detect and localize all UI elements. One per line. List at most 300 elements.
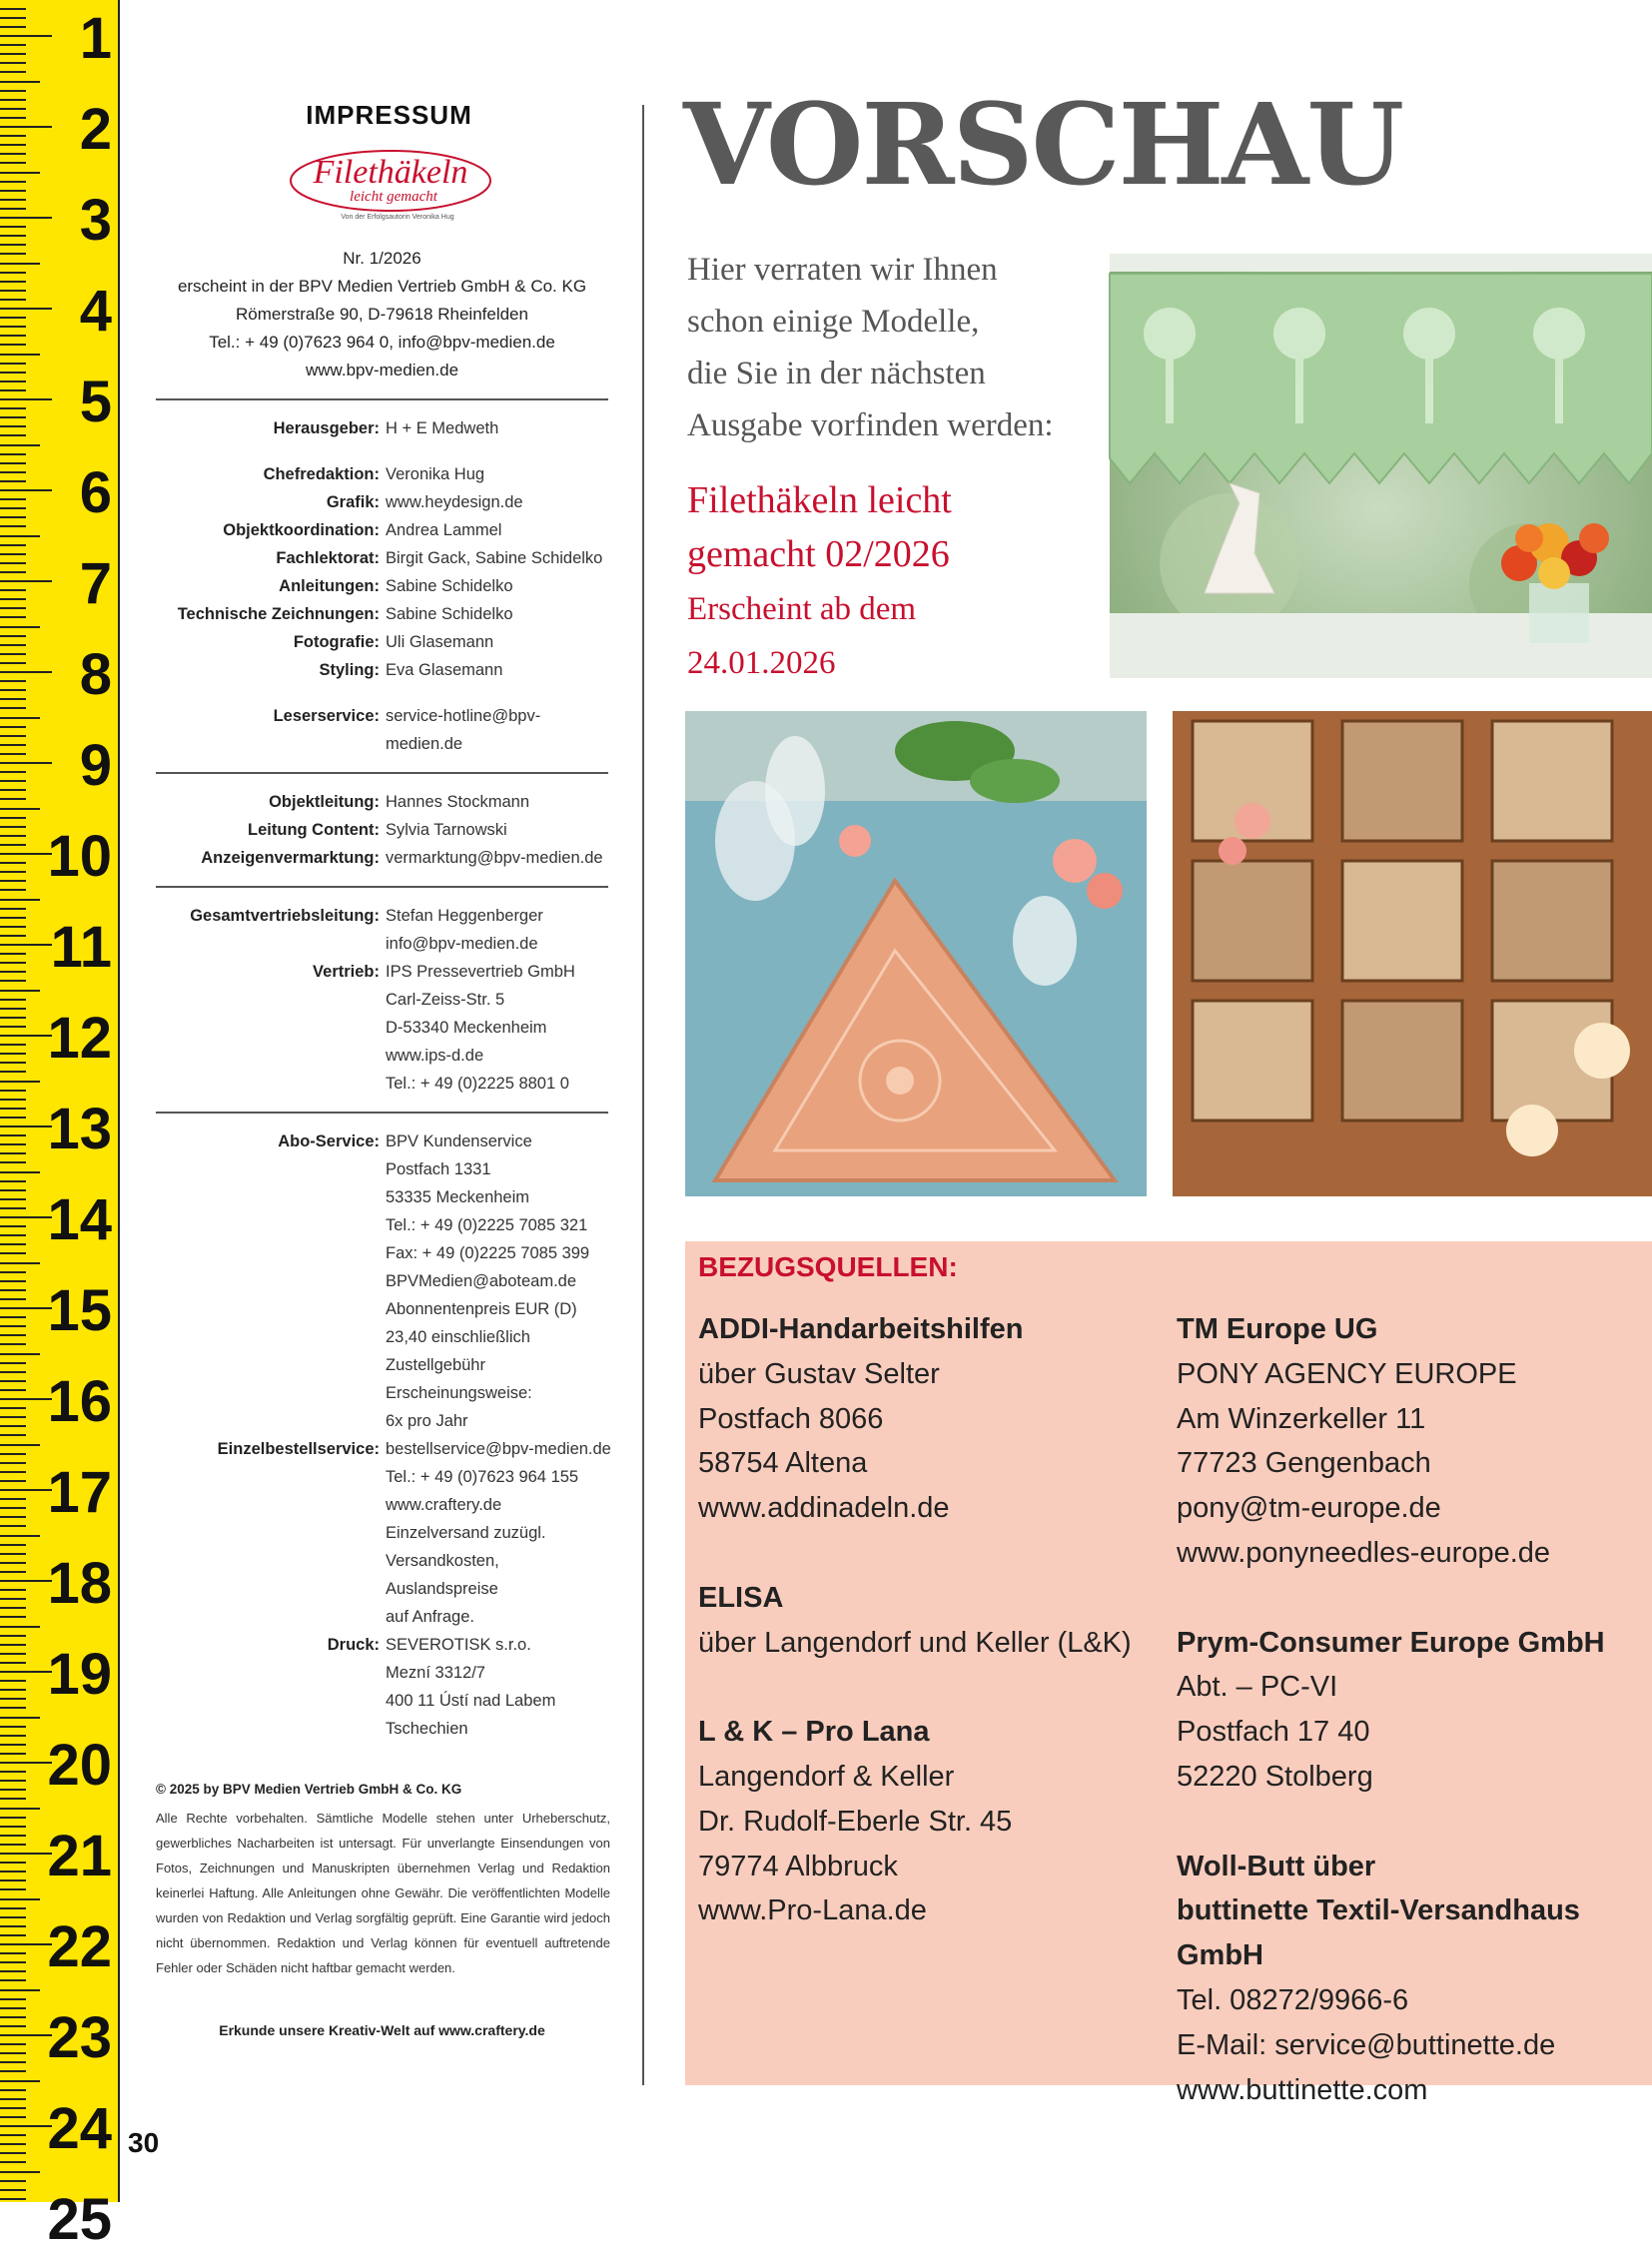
impressum-label: [150, 1323, 386, 1351]
impressum-row: [150, 1463, 614, 1491]
ruler-tick: [0, 135, 26, 137]
ruler-tick: [0, 1471, 26, 1473]
source-line: PONY AGENCY EUROPE: [1177, 1357, 1517, 1390]
ruler-tick: [0, 181, 26, 183]
triangle-doily-photo: [685, 711, 1147, 1196]
ruler-tick: [0, 1989, 40, 1991]
impressum-value: Andrea Lammel: [386, 521, 502, 539]
source-line: Dr. Rudolf-Eberle Str. 45: [698, 1805, 1013, 1838]
impressum-row: [150, 1239, 614, 1267]
impressum-label: [150, 1687, 386, 1715]
ruler-tick: [0, 489, 52, 491]
ruler-number: 17: [47, 1460, 112, 1525]
impressum-row: [150, 1379, 614, 1407]
ruler-tick: [0, 762, 52, 764]
ruler-tick: [0, 1771, 26, 1773]
ruler-tick: [0, 2180, 26, 2182]
impressum-value: Veronika Hug: [386, 465, 485, 483]
ruler-number: 14: [47, 1187, 112, 1252]
source-entry: [1177, 1621, 1652, 1800]
ruler-tick: [0, 1017, 26, 1019]
ruler-tick: [0, 1853, 52, 1855]
impressum-row: [150, 1687, 614, 1715]
ruler-tick: [0, 2171, 40, 2173]
source-line: über Gustav Selter: [698, 1357, 940, 1390]
source-link[interactable]: E-Mail: service@buttinette.de: [1177, 2028, 1556, 2061]
impressum-value: Carl-Zeiss-Str. 5: [386, 991, 505, 1009]
ruler-tick: [0, 326, 26, 328]
ruler-tick: [0, 1961, 26, 1963]
impressum-row: [150, 1351, 614, 1379]
ruler-tick: [0, 1280, 26, 1282]
ruler-tick: [0, 680, 26, 682]
next-issue-title: [687, 473, 1107, 581]
impressum-label: [150, 1491, 386, 1519]
preview-intro: [687, 244, 1107, 451]
impressum-value: 53335 Meckenheim: [386, 1188, 530, 1206]
ruler-tick: [0, 1780, 26, 1782]
ruler-tick: [0, 1134, 26, 1136]
impressum-label: [150, 1547, 386, 1603]
impressum-row: [150, 1323, 614, 1351]
ruler-number: 3: [79, 188, 112, 253]
impressum-row: [150, 702, 614, 758]
ruler-tick: [0, 1398, 52, 1400]
source-entry: [1177, 1845, 1652, 2113]
impressum-label: [150, 1603, 386, 1631]
ruler-tick: [0, 935, 26, 937]
ruler-tick: [0, 2143, 26, 2145]
ruler-tick: [0, 272, 26, 274]
ruler-tick: [0, 1817, 26, 1819]
ruler-tick: [0, 580, 52, 582]
craftery-footer-link[interactable]: Erkunde unsere Kreativ-Welt auf www.craftery.de: [219, 2022, 545, 2038]
ruler-tick: [0, 208, 26, 210]
impressum-value: 6x pro Jahr: [386, 1412, 468, 1430]
impressum-value: Sabine Schidelko: [386, 605, 513, 623]
release-date: [687, 582, 1107, 690]
intro-line: die Sie in der nächsten: [687, 356, 986, 391]
ruler-tick: [0, 1444, 40, 1446]
ruler-tick: [0, 1571, 26, 1573]
ruler-tick: [0, 1680, 26, 1682]
ruler-number: 10: [47, 824, 112, 889]
impressum-column: [150, 100, 614, 2038]
source-link[interactable]: pony@tm-europe.de: [1177, 1492, 1441, 1525]
ruler-tick: [0, 2116, 26, 2118]
impressum-row: [150, 986, 614, 1014]
ruler-tick: [0, 607, 26, 609]
ruler-tick: [0, 1289, 26, 1291]
ruler-tick: [0, 1108, 26, 1110]
ruler-tick: [0, 1416, 26, 1418]
ruler-tick: [0, 444, 40, 446]
ruler-tick: [0, 108, 26, 110]
ruler-tick: [0, 1871, 26, 1873]
ruler-tick: [0, 1888, 26, 1890]
ruler-tick: [0, 253, 26, 255]
subscription-section: [150, 1127, 614, 1743]
impressum-value: Erscheinungsweise:: [386, 1384, 532, 1402]
impressum-label: Einzelbestellservice:: [217, 1440, 380, 1458]
ruler-tick: [0, 1143, 26, 1145]
impressum-row: [150, 1211, 614, 1239]
ruler-tick: [0, 1362, 26, 1364]
impressum-label: [150, 1239, 386, 1267]
impressum-value: BPVMedien@aboteam.de: [386, 1272, 577, 1290]
ruler-tick: [0, 707, 26, 709]
impressum-value: www.ips-d.de: [386, 1047, 484, 1065]
ruler-tick: [0, 553, 26, 555]
impressum-label: Leitung Content:: [248, 821, 380, 839]
ruler-tick: [0, 44, 26, 46]
ruler-tick: [0, 1126, 52, 1127]
impressum-value: Sabine Schidelko: [386, 577, 513, 595]
ruler-tick: [0, 126, 52, 128]
ruler-tick: [0, 1053, 26, 1055]
ruler-tick: [0, 653, 26, 655]
source-line: Am Winzerkeller 11: [1177, 1402, 1426, 1435]
impressum-label: Herausgeber:: [273, 419, 380, 437]
impressum-label: Styling:: [319, 661, 380, 679]
source-entry: [1177, 1307, 1652, 1576]
impressum-label: Technische Zeichnungen:: [177, 605, 380, 623]
ruler-number: 18: [47, 1551, 112, 1616]
source-name: Woll-Butt über: [1177, 1850, 1376, 1882]
ruler-number: 23: [47, 2005, 112, 2070]
ruler-tick: [0, 398, 52, 400]
impressum-row: [150, 1631, 614, 1659]
impressum-value: Tel.: + 49 (0)2225 8801 0: [386, 1075, 569, 1093]
ruler-tick: [0, 35, 52, 37]
ruler-tick: [0, 1907, 26, 1909]
ruler-tick: [0, 1653, 26, 1655]
source-link[interactable]: www.ponyneedles-europe.de: [1177, 1536, 1551, 1569]
ruler-tick: [0, 726, 26, 728]
impressum-label: [150, 1407, 386, 1435]
ruler-tick: [0, 117, 26, 119]
ruler-tick: [0, 944, 52, 946]
impressum-label: [150, 1070, 386, 1098]
impressum-row: [150, 1491, 614, 1519]
ruler-tick: [0, 1943, 52, 1945]
source-line: 52220 Stolberg: [1177, 1760, 1373, 1793]
impressum-row: [150, 516, 614, 544]
ruler-tick: [0, 1407, 26, 1409]
ruler-tick: [0, 380, 26, 382]
ruler-tick: [0, 735, 26, 737]
ruler-tick: [0, 999, 26, 1001]
impressum-value: BPV Kundenservice: [386, 1132, 532, 1150]
publication-line: Nr. 1/2026: [343, 249, 421, 268]
reader-service-section: [150, 702, 614, 758]
impressum-row: [150, 1155, 614, 1183]
ruler-tick: [0, 2016, 26, 2018]
source-link[interactable]: www.buttinette.com: [1177, 2073, 1428, 2106]
ruler-tick: [0, 1544, 26, 1546]
source-name: buttinette Textil-Versandhaus GmbH: [1177, 1894, 1580, 1972]
impressum-row: [150, 1014, 614, 1042]
impressum-value: Postfach 1331: [386, 1160, 491, 1178]
ruler-tick: [0, 616, 26, 618]
ruler-tick: [0, 780, 26, 782]
editorial-section: [150, 460, 614, 684]
ruler-tick: [0, 753, 26, 755]
ruler-tick: [0, 2034, 52, 2036]
ruler-tick: [0, 589, 26, 591]
ruler-tick: [0, 1862, 26, 1864]
ruler-tick: [0, 1553, 26, 1555]
ruler-tick: [0, 1970, 26, 1972]
impressum-label: [150, 1183, 386, 1211]
ruler-number: 4: [79, 279, 112, 344]
ruler-tick: [0, 1979, 26, 1981]
ruler-tick: [0, 81, 40, 83]
ruler-tick: [0, 1044, 26, 1046]
ruler-tick: [0, 281, 26, 283]
source-entry: [698, 1576, 1158, 1666]
ruler-tick: [0, 698, 26, 700]
ruler-tick: [0, 926, 26, 928]
impressum-label: [150, 1379, 386, 1407]
ruler-tick: [0, 826, 26, 828]
ruler-tick: [0, 2125, 52, 2127]
ruler-tick: [0, 17, 26, 19]
issue-line: gemacht 02/2026: [687, 533, 950, 575]
ruler-tick: [0, 1434, 26, 1436]
impressum-row: [150, 1435, 614, 1463]
ruler-tick: [0, 862, 26, 864]
ruler-tick: [0, 1198, 26, 1200]
ruler-tick: [0, 889, 26, 891]
impressum-value: Uli Glasemann: [386, 633, 494, 651]
ruler-tick: [0, 1835, 26, 1837]
impressum-row: [150, 1715, 614, 1743]
copyright-heading: © 2025 by BPV Medien Vertrieb GmbH & Co. KG: [156, 1782, 462, 1797]
ruler-tick: [0, 434, 26, 436]
impressum-row: [150, 1127, 614, 1155]
publisher-section: [150, 414, 614, 442]
impressum-row: [150, 628, 614, 656]
logo-tagline: Von der Erfolgsautorin Veronika Hug: [340, 214, 454, 221]
impressum-row: [150, 1519, 614, 1547]
ruler-tick: [0, 1316, 26, 1318]
impressum-value: www.heydesign.de: [386, 493, 523, 511]
distribution-section: [150, 902, 614, 1098]
ruler-tick: [0, 1662, 26, 1664]
ruler-tick: [0, 1062, 26, 1064]
ruler-tick: [0, 308, 52, 310]
ruler-tick: [0, 571, 26, 573]
ruler-tick: [0, 1161, 26, 1163]
ruler-tick: [0, 217, 52, 219]
impressum-value: Stefan Heggenberger: [386, 907, 543, 925]
ruler-tick: [0, 971, 26, 973]
impressum-row: [150, 1659, 614, 1687]
ruler-tick: [0, 1152, 26, 1154]
impressum-label: Vertrieb:: [313, 963, 380, 981]
impressum-label: [150, 1463, 386, 1491]
ruler-tick: [0, 2080, 40, 2082]
ruler-tick: [0, 1489, 52, 1491]
ruler-tick: [0, 1507, 26, 1509]
ruler-tick: [0, 1753, 26, 1755]
ruler-tick: [0, 1616, 26, 1618]
ruler-tick: [0, 363, 26, 365]
divider-line: [156, 398, 608, 400]
ruler-tick: [0, 1898, 40, 1900]
ruler-tick: [0, 1243, 26, 1245]
ruler-number: 8: [79, 642, 112, 707]
ruler-tick: [0, 2061, 26, 2063]
ruler-tick: [0, 1698, 26, 1700]
ruler-number: 2: [79, 97, 112, 162]
source-link[interactable]: www.addinadeln.de: [698, 1492, 950, 1525]
impressum-label: [150, 930, 386, 958]
publication-line: www.bpv-medien.de: [305, 361, 459, 379]
ruler-tick: [0, 1916, 26, 1918]
ruler-tick: [0, 1925, 26, 1927]
ruler-tick: [0, 507, 26, 509]
ruler-tick: [0, 62, 26, 64]
source-line: Postfach 17 40: [1177, 1716, 1370, 1749]
ruler-tick: [0, 1580, 52, 1582]
ruler-tick: [0, 808, 40, 810]
ruler-tick: [0, 516, 26, 518]
ruler-tick: [0, 1081, 40, 1083]
ruler-tick: [0, 662, 26, 664]
impressum-value: bestellservice@bpv-medien.de: [386, 1440, 611, 1458]
impressum-value: info@bpv-medien.de: [386, 935, 538, 953]
ruler-number: 12: [47, 1006, 112, 1071]
impressum-label: Fachlektorat:: [276, 549, 380, 567]
ruler-tick: [0, 1117, 26, 1119]
source-line: 77723 Gengenbach: [1177, 1447, 1431, 1480]
ruler-tick: [0, 1371, 26, 1373]
ruler-tick: [0, 1071, 26, 1073]
impressum-value: Mezní 3312/7: [386, 1664, 485, 1682]
issue-line: Filethäkeln leicht: [687, 479, 952, 521]
source-line: Langendorf & Keller: [698, 1760, 955, 1793]
impressum-row: [150, 1603, 614, 1631]
ruler-tick: [0, 771, 26, 773]
measuring-tape-ruler: [0, 0, 120, 2252]
ruler-tick: [0, 1389, 26, 1391]
impressum-label: [150, 1295, 386, 1323]
ruler-tick: [0, 498, 26, 500]
ruler-number: 16: [47, 1369, 112, 1434]
ruler-tick: [0, 2189, 26, 2191]
impressum-label: Chefredaktion:: [263, 465, 380, 483]
ruler-number: 11: [50, 915, 112, 980]
publication-line: erscheint in der BPV Medien Vertrieb GmbH & Co. KG: [177, 277, 587, 296]
ruler-tick: [0, 372, 26, 374]
impressum-value: 23,40 einschließlich: [386, 1328, 530, 1346]
ruler-tick: [0, 1225, 26, 1227]
source-entry: [698, 1307, 1158, 1531]
sources-left-column: [698, 1307, 1158, 1978]
ruler-tick: [0, 1298, 26, 1300]
ruler-tick: [0, 1562, 26, 1564]
ruler-tick: [0, 871, 26, 873]
ruler-tick: [0, 544, 26, 546]
ruler-tick: [0, 1099, 26, 1101]
source-name: Prym-Consumer Europe GmbH: [1177, 1626, 1605, 1659]
ruler-tick: [0, 1744, 26, 1746]
ruler-tick: [0, 1216, 52, 1218]
impressum-value: Einzelversand zuzügl.: [386, 1524, 546, 1542]
divider-line: [156, 772, 608, 774]
ruler-tick: [0, 480, 26, 482]
impressum-row: [150, 488, 614, 516]
ruler-tick: [0, 2043, 26, 2045]
divider-line: [156, 1112, 608, 1114]
ruler-tick: [0, 2098, 26, 2100]
intro-line: schon einige Modelle,: [687, 304, 980, 340]
ruler-tick: [0, 2161, 26, 2163]
square-motifs-photo: [1173, 711, 1652, 1196]
ruler-tick: [0, 190, 26, 192]
impressum-row: [150, 1547, 614, 1603]
ruler-tick: [0, 1343, 26, 1345]
ruler-tick: [0, 299, 26, 301]
impressum-label: [150, 1715, 386, 1743]
impressum-value: Tel.: + 49 (0)2225 7085 321: [386, 1216, 588, 1234]
impressum-label: Gesamtvertriebsleitung:: [190, 907, 380, 925]
ruler-tick: [0, 263, 40, 265]
impressum-label: [150, 1211, 386, 1239]
impressum-label: Fotografie:: [293, 633, 380, 651]
impressum-row: [150, 460, 614, 488]
impressum-value: Zustellgebühr: [386, 1356, 485, 1374]
impressum-row: [150, 1070, 614, 1098]
impressum-value: Tschechien: [386, 1720, 468, 1738]
impressum-label: Grafik:: [326, 493, 380, 511]
ruler-tick: [0, 90, 26, 92]
ruler-tick: [0, 162, 26, 164]
ruler-tick: [0, 1671, 52, 1673]
impressum-label: Objektkoordination:: [223, 521, 380, 539]
release-line: 24.01.2026: [687, 645, 836, 681]
ruler-tick: [0, 626, 40, 628]
impressum-value: H + E Medweth: [386, 419, 499, 437]
source-link[interactable]: www.Pro-Lana.de: [698, 1894, 927, 1927]
impressum-label: Anleitungen:: [279, 577, 380, 595]
impressum-row: [150, 572, 614, 600]
ruler-tick: [0, 2089, 26, 2091]
source-name: L & K – Pro Lana: [698, 1716, 930, 1749]
impressum-value: Sylvia Tarnowski: [386, 821, 507, 839]
impressum-row: [150, 656, 614, 684]
ruler-tick: [0, 1635, 26, 1637]
logo-title: Filethäkeln: [313, 154, 467, 191]
ruler-tick: [0, 853, 52, 855]
ruler-tick: [0, 1789, 26, 1791]
ruler-tick: [0, 562, 26, 564]
ruler-tick: [0, 644, 26, 646]
ruler-tick: [0, 1798, 26, 1800]
intro-line: Hier verraten wir Ihnen: [687, 252, 998, 288]
ruler-tick: [0, 1353, 40, 1355]
impressum-value: D-53340 Meckenheim: [386, 1019, 547, 1037]
sources-box: [685, 1241, 1652, 2106]
impressum-value: 400 11 Ústí nad Labem: [386, 1692, 556, 1710]
logo-subtitle: leicht gemacht: [349, 189, 437, 205]
ruler-tick: [0, 1180, 26, 1182]
ruler-tick: [0, 844, 26, 846]
ruler-tick: [0, 290, 26, 292]
impressum-row: [150, 902, 614, 930]
